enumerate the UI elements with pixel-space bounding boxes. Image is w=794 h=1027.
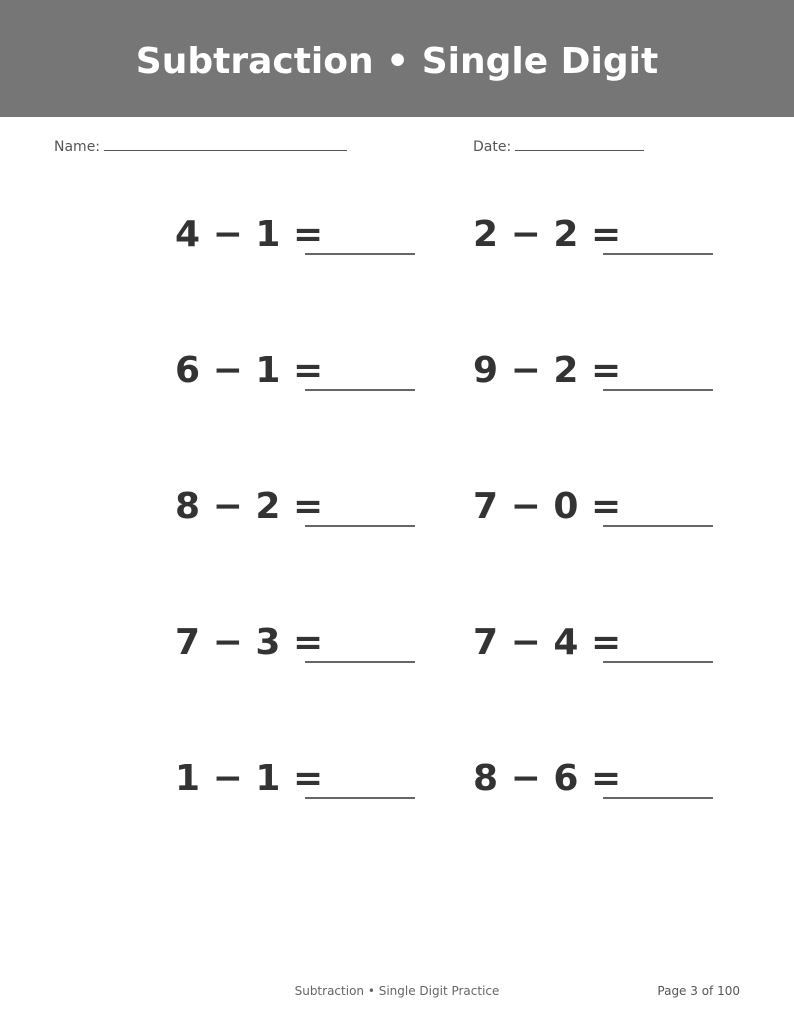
page-number: Page 3 of 100 — [657, 984, 740, 998]
minuend: 1 — [175, 758, 201, 799]
answer-line — [603, 525, 713, 527]
problem-2 — [473, 213, 733, 273]
minuend: 6 — [175, 350, 201, 391]
minus-sign: − — [510, 214, 541, 255]
answer-line — [305, 797, 415, 799]
subtrahend: 2 — [255, 486, 281, 527]
problem-expression — [473, 213, 621, 257]
name-label: Name: — [54, 139, 101, 155]
answer-line — [305, 389, 415, 391]
minuend: 9 — [473, 350, 499, 391]
problem-expression — [473, 485, 621, 529]
equals-sign: = — [292, 622, 324, 663]
problem-expression — [175, 757, 323, 801]
date-field — [473, 136, 644, 155]
answer-line — [603, 389, 713, 391]
subtrahend: 2 — [553, 350, 579, 391]
problem-expression — [473, 349, 621, 393]
problem-4 — [473, 349, 733, 409]
problem-8 — [473, 621, 733, 681]
answer-line — [305, 661, 415, 663]
problem-3 — [175, 349, 435, 409]
equals-sign: = — [292, 350, 324, 391]
minuend: 7 — [175, 622, 201, 663]
name-field — [54, 136, 347, 155]
equals-sign: = — [292, 214, 324, 255]
minuend: 4 — [175, 214, 201, 255]
problem-expression — [473, 757, 621, 801]
answer-line — [603, 661, 713, 663]
minus-sign: − — [212, 622, 243, 663]
problem-expression — [175, 485, 323, 529]
problem-expression — [175, 621, 323, 665]
date-blank-line — [515, 136, 644, 151]
subtrahend: 0 — [553, 486, 579, 527]
minus-sign: − — [212, 758, 243, 799]
problem-10 — [473, 757, 733, 817]
page-title: Subtraction • Single Digit — [135, 41, 659, 82]
answer-line — [603, 253, 713, 255]
answer-line — [305, 253, 415, 255]
subtrahend: 6 — [553, 758, 579, 799]
minus-sign: − — [510, 350, 541, 391]
equals-sign: = — [292, 486, 324, 527]
subtrahend: 2 — [553, 214, 579, 255]
problem-6 — [473, 485, 733, 545]
equals-sign: = — [590, 350, 622, 391]
minus-sign: − — [212, 486, 243, 527]
problem-expression — [473, 621, 621, 665]
subtrahend: 3 — [255, 622, 281, 663]
problem-1 — [175, 213, 435, 273]
problem-expression — [175, 213, 323, 257]
answer-line — [305, 525, 415, 527]
problem-7 — [175, 621, 435, 681]
minuend: 8 — [175, 486, 201, 527]
minus-sign: − — [212, 214, 243, 255]
minuend: 8 — [473, 758, 499, 799]
problem-5 — [175, 485, 435, 545]
minus-sign: − — [510, 622, 541, 663]
minus-sign: − — [212, 350, 243, 391]
subtrahend: 4 — [553, 622, 579, 663]
subtrahend: 1 — [255, 214, 281, 255]
equals-sign: = — [590, 622, 622, 663]
subtrahend: 1 — [255, 350, 281, 391]
minuend: 7 — [473, 486, 499, 527]
minus-sign: − — [510, 758, 541, 799]
minus-sign: − — [510, 486, 541, 527]
equals-sign: = — [590, 214, 622, 255]
equals-sign: = — [590, 486, 622, 527]
subtrahend: 1 — [255, 758, 281, 799]
minuend: 7 — [473, 622, 499, 663]
equals-sign: = — [292, 758, 324, 799]
minuend: 2 — [473, 214, 499, 255]
name-blank-line — [104, 136, 347, 151]
answer-line — [603, 797, 713, 799]
date-label: Date: — [473, 139, 512, 155]
problem-expression — [175, 349, 323, 393]
equals-sign: = — [590, 758, 622, 799]
footer-caption: Subtraction • Single Digit Practice — [294, 984, 500, 998]
problem-9 — [175, 757, 435, 817]
